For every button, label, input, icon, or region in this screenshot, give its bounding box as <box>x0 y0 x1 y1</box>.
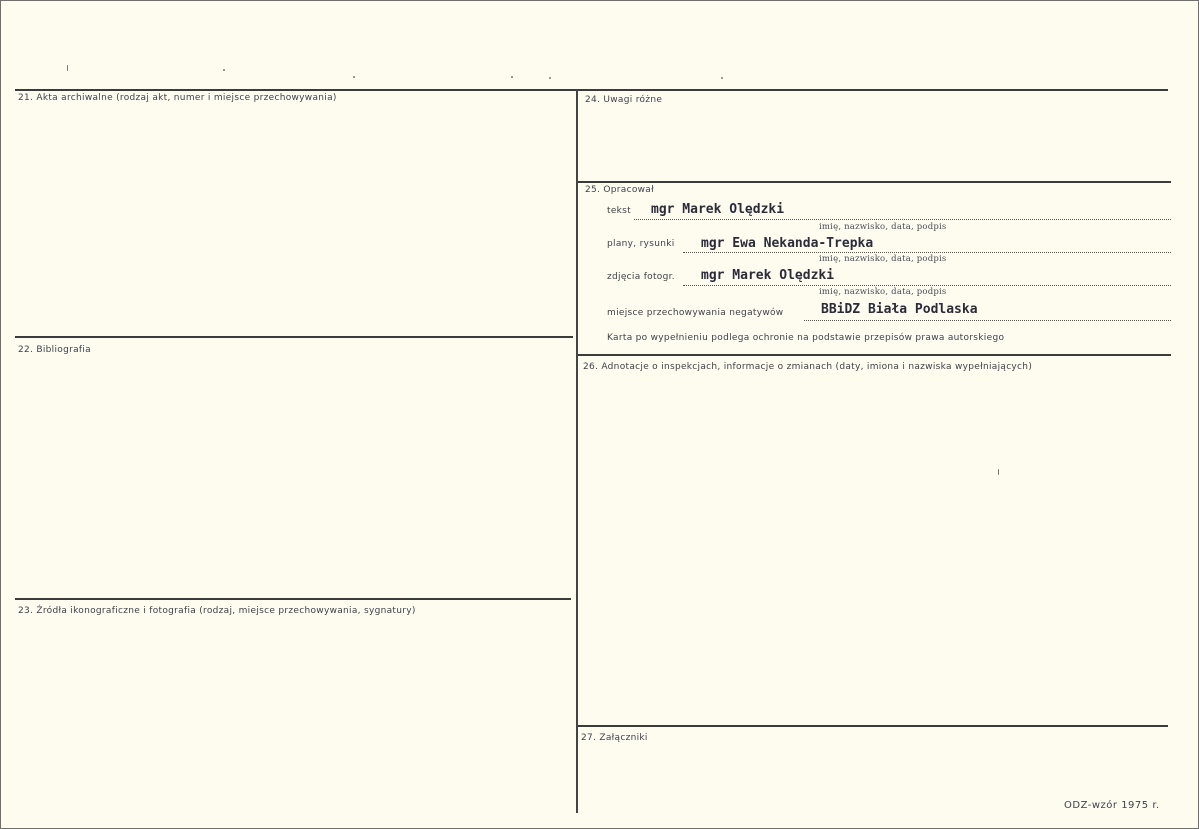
negatywy-value: BBiDZ Biała Podlaska <box>821 302 978 317</box>
paper-speck <box>67 65 68 71</box>
tekst-dotted-line <box>634 219 1171 220</box>
zdjecia-label: zdjęcia fotogr. <box>607 272 675 282</box>
plany-value: mgr Ewa Nekanda-Trepka <box>701 236 874 251</box>
tekst-value: mgr Marek Olędzki <box>651 202 785 217</box>
plany-hint: imię, nazwisko, data, podpis <box>819 254 947 264</box>
section-21-label: 21. Akta archiwalne (rodzaj akt, numer i miejsce przechowywania) <box>18 93 337 103</box>
rule-22 <box>15 336 573 338</box>
paper-speck <box>511 76 513 78</box>
rule-25 <box>578 181 1171 183</box>
paper-speck <box>353 76 355 78</box>
tekst-label: tekst <box>607 206 631 216</box>
copyright-note: Karta po wypełnieniu podlega ochronie na podstawie przepisów prawa autorskiego <box>607 333 1005 343</box>
column-divider <box>576 90 578 813</box>
plany-dotted-line <box>683 252 1171 253</box>
top-rule <box>15 89 1168 91</box>
rule-26 <box>578 354 1171 356</box>
section-27-label: 27. Załączniki <box>581 733 648 743</box>
zdjecia-hint: imię, nazwisko, data, podpis <box>819 287 947 297</box>
rule-27 <box>578 725 1168 727</box>
paper-speck <box>549 77 551 79</box>
form-id: ODZ-wzór 1975 r. <box>1064 800 1160 811</box>
section-23-label: 23. Źródła ikonograficzne i fotografia (rodzaj, miejsce przechowywania, sygnatury) <box>18 606 416 616</box>
tekst-hint: imię, nazwisko, data, podpis <box>819 222 947 232</box>
paper-speck <box>223 69 225 71</box>
zdjecia-dotted-line <box>683 285 1171 286</box>
paper-speck <box>998 469 999 475</box>
zdjecia-value: mgr Marek Olędzki <box>701 268 835 283</box>
negatywy-dotted-line <box>804 320 1171 321</box>
rule-23 <box>15 598 571 600</box>
section-25-label: 25. Opracował <box>585 185 654 195</box>
negatywy-label: miejsce przechowywania negatywów <box>607 308 784 318</box>
plany-label: plany, rysunki <box>607 239 675 249</box>
section-26-label: 26. Adnotacje o inspekcjach, informacje o zmianach (daty, imiona i nazwiska wypełniających) <box>583 362 1033 372</box>
section-22-label: 22. Bibliografia <box>18 345 91 355</box>
paper-speck <box>721 77 723 79</box>
section-24-label: 24. Uwagi różne <box>585 95 663 105</box>
